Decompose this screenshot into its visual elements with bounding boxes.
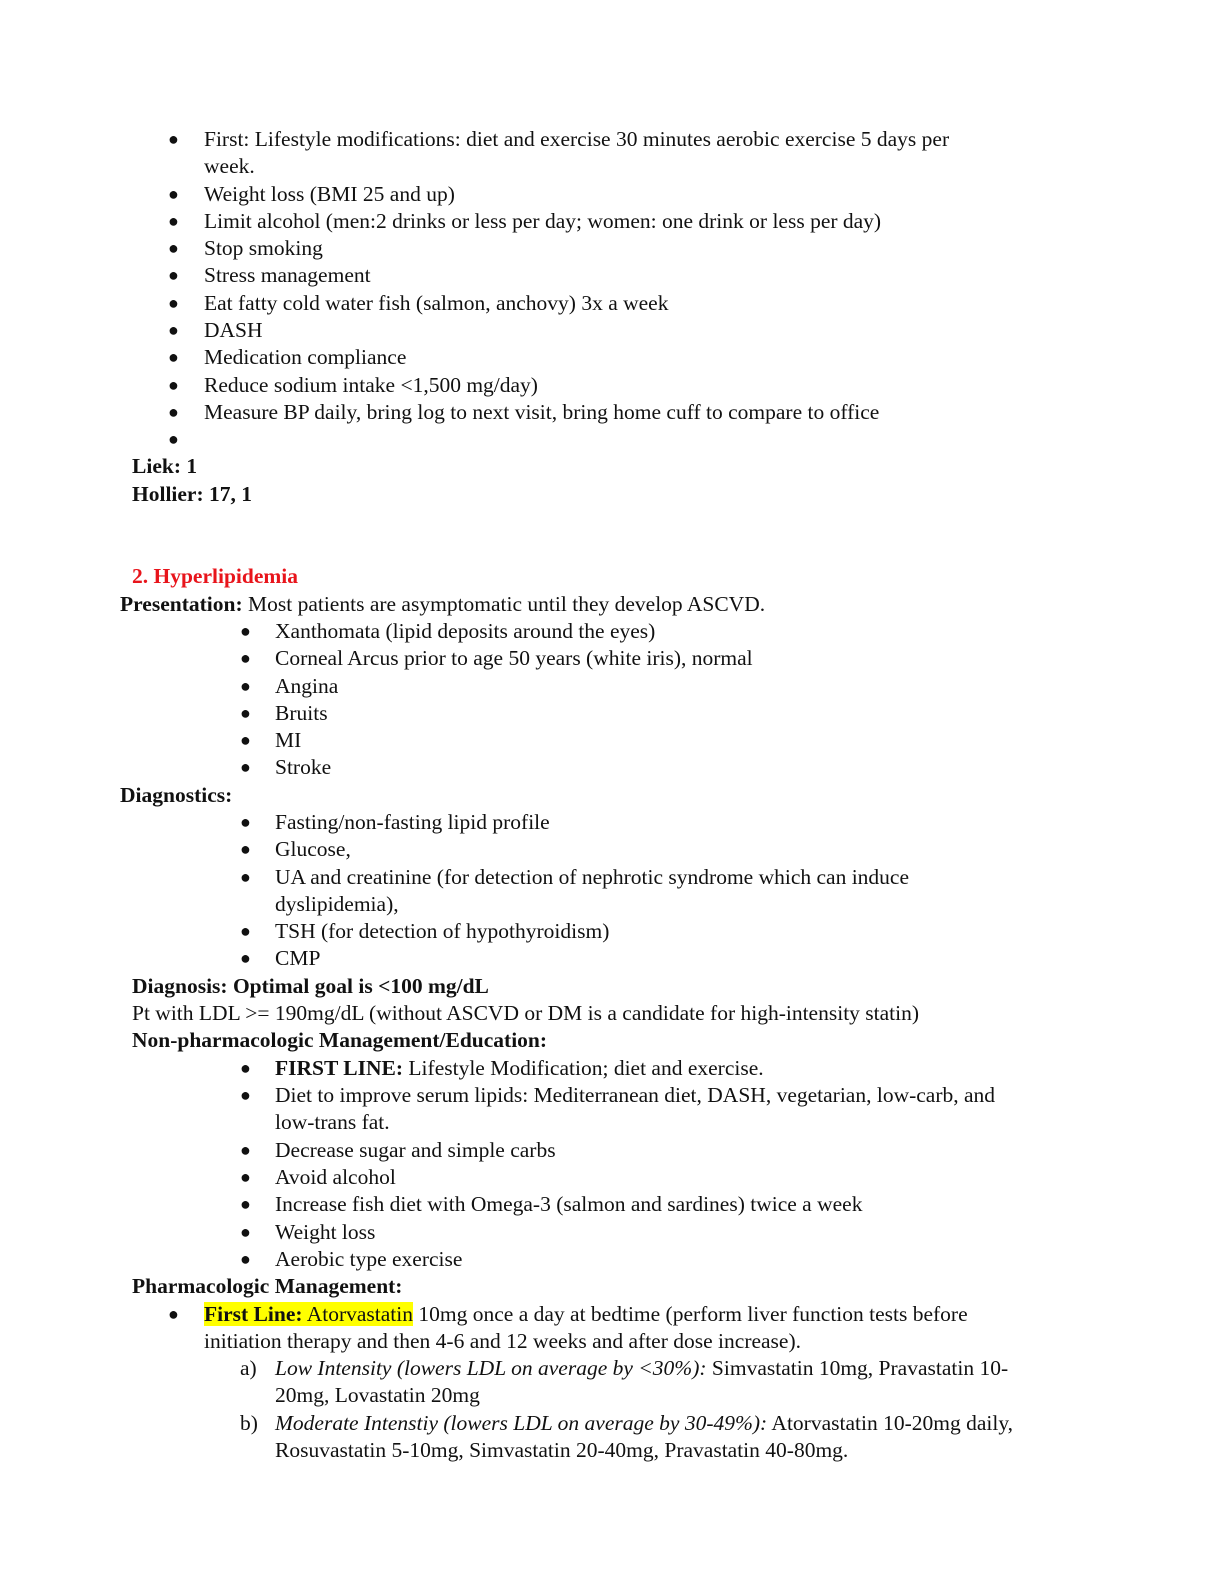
bullet-icon: ● xyxy=(168,211,179,231)
bullet-icon: ● xyxy=(168,402,179,422)
bullet-icon: ● xyxy=(240,648,251,668)
list-item: MI xyxy=(275,728,302,752)
bullet-icon: ● xyxy=(240,621,251,641)
list-item: Eat fatty cold water fish (salmon, anchovy) 3x a week xyxy=(204,291,669,315)
diagnosis-line: Diagnosis: Optimal goal is <100 mg/dL xyxy=(132,974,489,998)
bullet-icon: ● xyxy=(240,703,251,723)
drug-name: Atorvastatin xyxy=(302,1302,414,1326)
bullet-icon: ● xyxy=(168,320,179,340)
list-item: Stop smoking xyxy=(204,236,323,260)
bullet-icon: ● xyxy=(240,1249,251,1269)
list-item: Stroke xyxy=(275,755,332,779)
reference-hollier: Hollier: 17, 1 xyxy=(132,482,253,506)
bullet-icon: ● xyxy=(168,1304,179,1324)
sub-item-continuation: 20mg, Lovastatin 20mg xyxy=(275,1383,480,1407)
list-item: Bruits xyxy=(275,701,328,725)
sub-item-marker: a) xyxy=(240,1356,257,1380)
list-item: Medication compliance xyxy=(204,345,407,369)
bullet-icon: ● xyxy=(240,1222,251,1242)
intensity-drugs: Atorvastatin 10-20mg daily, xyxy=(767,1411,1014,1435)
list-item: Corneal Arcus prior to age 50 years (white iris), normal xyxy=(275,646,753,670)
list-item: First: Lifestyle modifications: diet and exercise 30 minutes aerobic exercise 5 days per xyxy=(204,127,950,151)
list-item: CMP xyxy=(275,946,321,970)
list-item xyxy=(204,1301,968,1328)
bullet-icon: ● xyxy=(168,265,179,285)
bullet-icon: ● xyxy=(240,1167,251,1187)
bullet-icon: ● xyxy=(168,184,179,204)
list-item xyxy=(275,1055,764,1082)
first-line-text: Lifestyle Modification; diet and exercise. xyxy=(403,1056,764,1080)
bullet-icon: ● xyxy=(168,238,179,258)
list-item: Weight loss (BMI 25 and up) xyxy=(204,182,455,206)
list-item: Limit alcohol (men:2 drinks or less per day; women: one drink or less per day) xyxy=(204,209,882,233)
intensity-label: Low Intensity (lowers LDL on average by <30%): xyxy=(275,1356,707,1380)
bullet-icon: ● xyxy=(168,129,179,149)
bullet-icon: ● xyxy=(240,1194,251,1214)
list-item-continuation: initiation therapy and then 4-6 and 12 weeks and after dose increase). xyxy=(204,1329,802,1353)
list-item: Xanthomata (lipid deposits around the eyes) xyxy=(275,619,656,643)
nonpharm-label: Non-pharmacologic Management/Education: xyxy=(132,1028,548,1052)
list-item-continuation: low-trans fat. xyxy=(275,1110,390,1134)
list-item: Increase fish diet with Omega-3 (salmon and sardines) twice a week xyxy=(275,1192,863,1216)
bullet-icon: ● xyxy=(240,757,251,777)
list-item: Aerobic type exercise xyxy=(275,1247,463,1271)
first-line-label: First Line: xyxy=(204,1302,303,1326)
bullet-icon: ● xyxy=(240,1140,251,1160)
intensity-drugs: Simvastatin 10mg, Pravastatin 10- xyxy=(706,1356,1009,1380)
list-item: DASH xyxy=(204,318,263,342)
list-item: Fasting/non-fasting lipid profile xyxy=(275,810,550,834)
bullet-icon: ● xyxy=(240,948,251,968)
list-item: Angina xyxy=(275,674,339,698)
list-item: Reduce sodium intake <1,500 mg/day) xyxy=(204,373,538,397)
bullet-icon: ● xyxy=(240,839,251,859)
bullet-icon: ● xyxy=(168,293,179,313)
sub-item xyxy=(275,1410,1013,1437)
bullet-icon: ● xyxy=(240,867,251,887)
list-item: Glucose, xyxy=(275,837,351,861)
bullet-icon: ● xyxy=(240,676,251,696)
bullet-icon: ● xyxy=(240,1085,251,1105)
list-item: Measure BP daily, bring log to next visit, bring home cuff to compare to office xyxy=(204,400,880,424)
list-item: Decrease sugar and simple carbs xyxy=(275,1138,556,1162)
bullet-icon: ● xyxy=(168,429,179,449)
diagnostics-label: Diagnostics: xyxy=(120,783,233,807)
list-item: UA and creatinine (for detection of nephrotic syndrome which can induce xyxy=(275,865,910,889)
highlighted-text xyxy=(204,1302,413,1326)
list-item: Weight loss xyxy=(275,1220,376,1244)
bullet-icon: ● xyxy=(240,1058,251,1078)
section-heading: 2. Hyperlipidemia xyxy=(132,564,299,588)
bullet-icon: ● xyxy=(240,921,251,941)
presentation-text: Most patients are asymptomatic until they develop ASCVD. xyxy=(242,592,766,616)
list-item: Stress management xyxy=(204,263,371,287)
sub-item-marker: b) xyxy=(240,1411,258,1435)
pharm-label: Pharmacologic Management: xyxy=(132,1274,403,1298)
list-item: Diet to improve serum lipids: Mediterranean diet, DASH, vegetarian, low-carb, and xyxy=(275,1083,996,1107)
list-item-continuation: dyslipidemia), xyxy=(275,892,399,916)
presentation-label: Presentation: xyxy=(120,592,243,616)
intensity-label: Moderate Intenstiy (lowers LDL on average by 30-49%): xyxy=(275,1411,768,1435)
list-item-continuation: week. xyxy=(204,154,255,178)
sub-item-continuation: Rosuvastatin 5-10mg, Simvastatin 20-40mg, Pravastatin 40-80mg. xyxy=(275,1438,849,1462)
list-item: TSH (for detection of hypothyroidism) xyxy=(275,919,610,943)
first-line-label: FIRST LINE: xyxy=(275,1056,404,1080)
bullet-icon: ● xyxy=(240,812,251,832)
bullet-icon: ● xyxy=(168,375,179,395)
sub-item xyxy=(275,1355,1008,1382)
ldl-line: Pt with LDL >= 190mg/dL (without ASCVD or DM is a candidate for high-intensity statin) xyxy=(132,1001,920,1025)
bullet-icon: ● xyxy=(168,347,179,367)
list-item: Avoid alcohol xyxy=(275,1165,396,1189)
bullet-icon: ● xyxy=(240,730,251,750)
reference-liek: Liek: 1 xyxy=(132,454,198,478)
presentation-line xyxy=(120,591,765,618)
first-line-dosing: 10mg once a day at bedtime (perform liver function tests before xyxy=(413,1302,968,1326)
